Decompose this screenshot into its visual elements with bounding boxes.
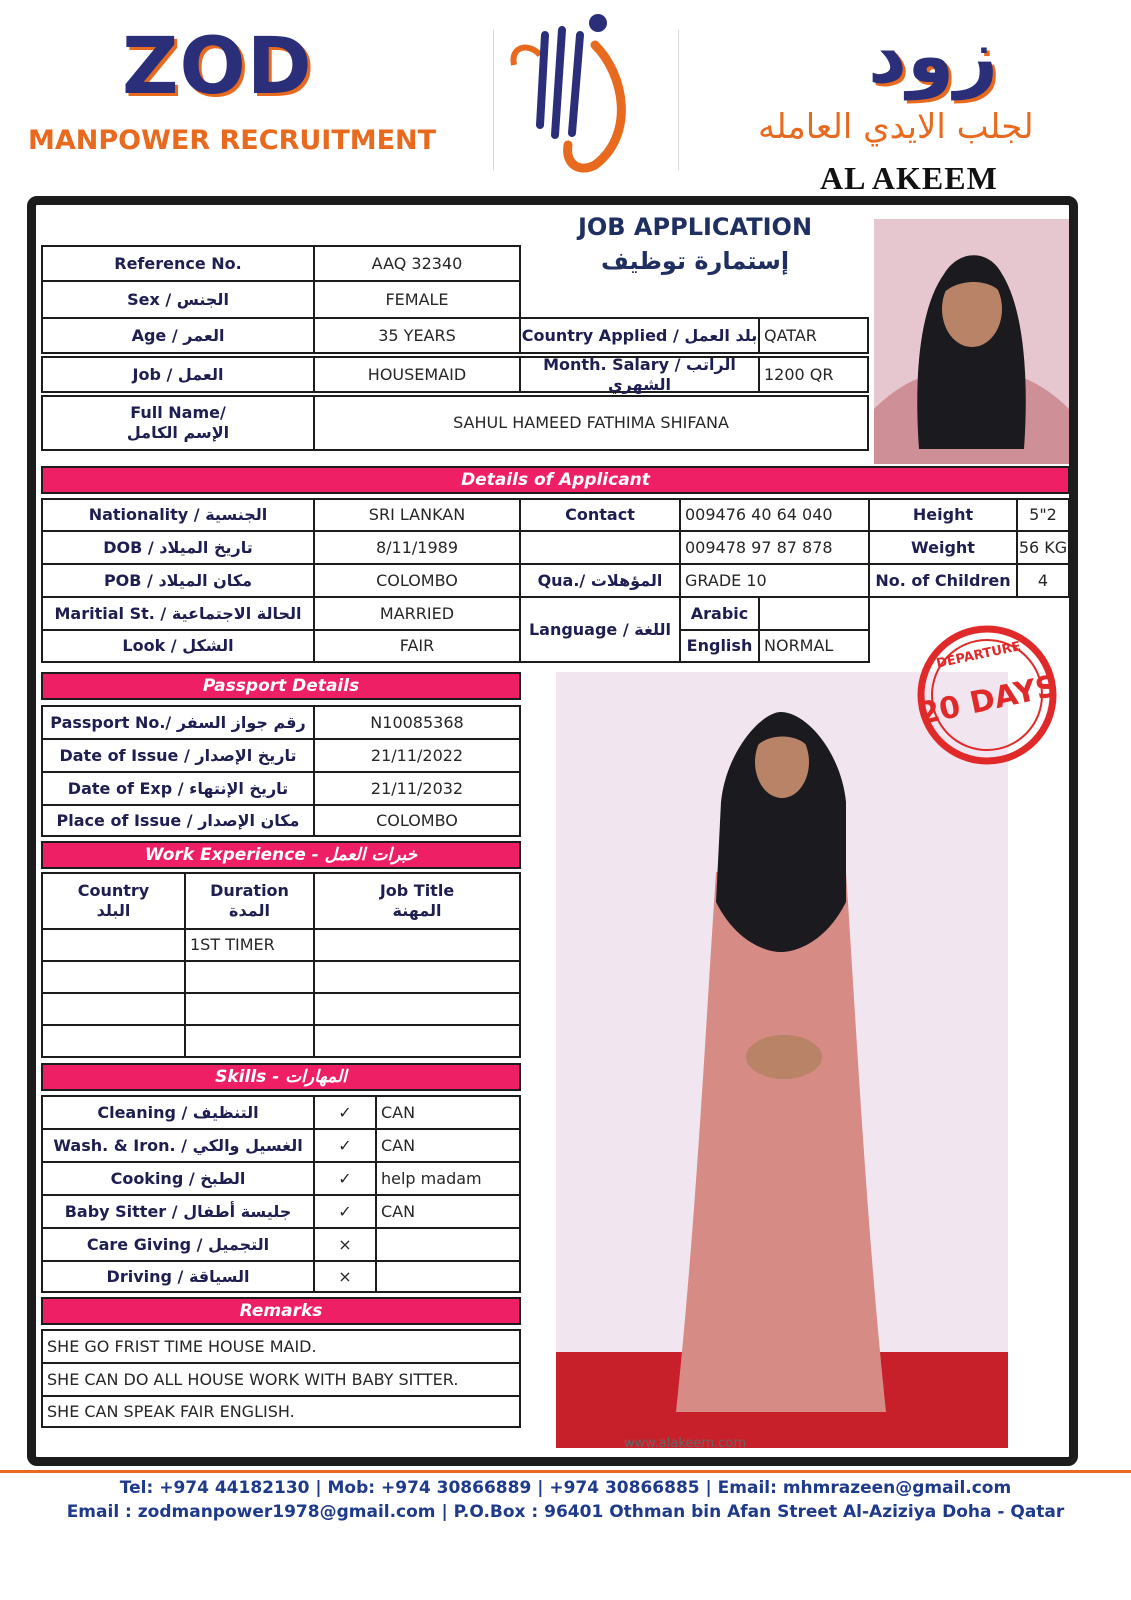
work-col-duration-ar: المدة [229,901,270,920]
full-body-photo-icon [556,672,1008,1448]
age-value: 35 YEARS [313,317,521,354]
skill-value [375,1260,521,1293]
work-cell: 1ST TIMER [184,928,315,962]
work-cell [313,992,521,1026]
work-section-bar: Work Experience - خبرات العمل [41,841,521,869]
marital-label: Maritial St. / الحالة الاجتماعية [41,596,315,631]
skill-value: help madam [375,1161,521,1196]
work-cell [41,928,186,962]
form-title-arabic: إستمارة توظيف [600,247,790,275]
arabic-label: Arabic [679,596,760,631]
fullname-value: SAHUL HAMEED FATHIMA SHIFANA [313,395,869,451]
english-label: English [679,629,760,663]
country-applied-value: QATAR [758,317,869,354]
children-label: No. of Children [868,563,1018,598]
fullname-label-en: Full Name/ [130,403,226,422]
applicant-portrait-photo [874,219,1069,464]
skill-value [375,1227,521,1262]
work-col-country-en: Country [77,881,150,900]
brand-arabic-subtitle: لجلب الايدي العامله [758,107,1034,147]
passport-no-label: Passport No./ رقم جواز السفر [41,705,315,740]
issue-date-label: Date of Issue / تاريخ الإصدار [41,738,315,773]
work-col-jobtitle-ar: المهنة [392,901,442,920]
contact-value-1: 009476 40 64 040 [679,498,870,532]
footer-divider [0,1470,1131,1473]
departure-stamp-icon [912,620,1062,770]
passport-section-bar: Passport Details [41,672,521,700]
partner-name: AL AKEEM [820,160,998,196]
skill-value: CAN [375,1095,521,1130]
remark-line: SHE CAN SPEAK FAIR ENGLISH. [41,1395,521,1428]
work-col-duration [184,872,315,930]
check-icon: ✓ [313,1095,377,1130]
issue-place-label: Place of Issue / مكان الإصدار [41,804,315,837]
skill-label: Wash. & Iron. / الغسيل والكي [41,1128,315,1163]
work-cell [184,1024,315,1058]
check-icon: ✓ [313,1194,377,1229]
exp-date-label: Date of Exp / تاريخ الإنتهاء [41,771,315,806]
issue-date-value: 21/11/2022 [313,738,521,773]
work-cell [184,960,315,994]
check-icon: ✓ [313,1161,377,1196]
brand-arabic-logo: زود [868,11,998,100]
stamp-main-text: 20 DAYS [915,668,1061,733]
skills-section-bar: Skills - المهارات [41,1063,521,1091]
english-value: NORMAL [758,629,870,663]
fullname-label [41,395,315,451]
fullname-label-ar: الإسم الكامل [126,423,230,442]
qualification-label: Qua./ المؤهلات [519,563,681,598]
header-divider [493,30,494,170]
weight-label: Weight [868,530,1018,565]
language-label: Language / اللغة [519,596,681,663]
footer-contact-line: Tel: +974 44182130 | Mob: +974 30866889 | +974 30866885 | Email: mhmrazeen@gmail.com [119,1478,1012,1498]
issue-place-value: COLOMBO [313,804,521,837]
dob-value: 8/11/1989 [313,530,521,565]
work-cell [41,960,186,994]
cross-icon: × [313,1227,377,1262]
sex-label: Sex / الجنس [41,280,315,319]
work-cell [41,1024,186,1058]
country-applied-label: Country Applied / بلد العمل [519,317,760,354]
work-cell [184,992,315,1026]
website-text: www.alakeem.com [623,1436,746,1451]
footer-address-line: Email : zodmanpower1978@gmail.com | P.O.Box : 96401 Othman bin Afan Street Al-Aziziya Doha - Qatar [66,1502,1065,1522]
brand-subtitle: MANPOWER RECRUITMENT [28,125,437,156]
work-col-country [41,872,186,930]
height-label: Height [868,498,1018,532]
portrait-photo-icon [874,219,1069,464]
skill-label: Driving / السياقة [41,1260,315,1293]
marital-value: MARRIED [313,596,521,631]
skill-label: Cleaning / التنظيف [41,1095,315,1130]
arabic-value [758,596,870,631]
contact-value-2: 009478 97 87 878 [679,530,870,565]
pob-label: POB / مكان الميلاد [41,563,315,598]
remark-line: SHE CAN DO ALL HOUSE WORK WITH BABY SITTER. [41,1362,521,1397]
children-value: 4 [1016,563,1070,598]
stamp-top-text: DEPARTURE [935,639,1023,672]
contact-empty-cell [519,530,681,565]
skill-label: Care Giving / التجميل [41,1227,315,1262]
work-col-jobtitle-en: Job Title [379,881,455,900]
nationality-label: Nationality / الجنسية [41,498,315,532]
details-section-bar: Details of Applicant [41,466,1070,494]
work-col-jobtitle [313,872,521,930]
work-cell [313,1024,521,1058]
work-cell [313,928,521,962]
contact-label: Contact [519,498,681,532]
exp-date-value: 21/11/2032 [313,771,521,806]
skill-label: Cooking / الطبخ [41,1161,315,1196]
sex-value: FEMALE [313,280,521,319]
check-icon: ✓ [313,1128,377,1163]
cross-icon: × [313,1260,377,1293]
header-divider [678,30,679,170]
work-cell [41,992,186,1026]
salary-value: 1200 QR [758,356,869,393]
work-cell [313,960,521,994]
dob-label: DOB / تاريخ الميلاد [41,530,315,565]
remark-line: SHE GO FRIST TIME HOUSE MAID. [41,1329,521,1364]
nationality-value: SRI LANKAN [313,498,521,532]
pob-value: COLOMBO [313,563,521,598]
reference-label: Reference No. [41,245,315,282]
form-title: JOB APPLICATION [577,213,813,241]
work-col-duration-en: Duration [210,881,289,900]
salary-label: Month. Salary / الراتب الشهري [519,356,760,393]
brand-logo-text: ZOD [122,22,313,112]
skill-value: CAN [375,1194,521,1229]
qualification-value: GRADE 10 [679,563,870,598]
job-label: Job / العمل [41,356,315,393]
work-col-country-ar: البلد [96,901,131,920]
remarks-section-bar: Remarks [41,1297,521,1325]
height-value: 5"2 [1016,498,1070,532]
passport-no-value: N10085368 [313,705,521,740]
look-value: FAIR [313,629,521,663]
look-label: Look / الشكل [41,629,315,663]
applicant-full-photo [556,672,1008,1448]
age-label: Age / العمر [41,317,315,354]
company-logo-icon [500,5,640,175]
job-value: HOUSEMAID [313,356,521,393]
skill-value: CAN [375,1128,521,1163]
reference-value: AAQ 32340 [313,245,521,282]
weight-value: 56 KG [1016,530,1070,565]
skill-label: Baby Sitter / جليسة أطفال [41,1194,315,1229]
